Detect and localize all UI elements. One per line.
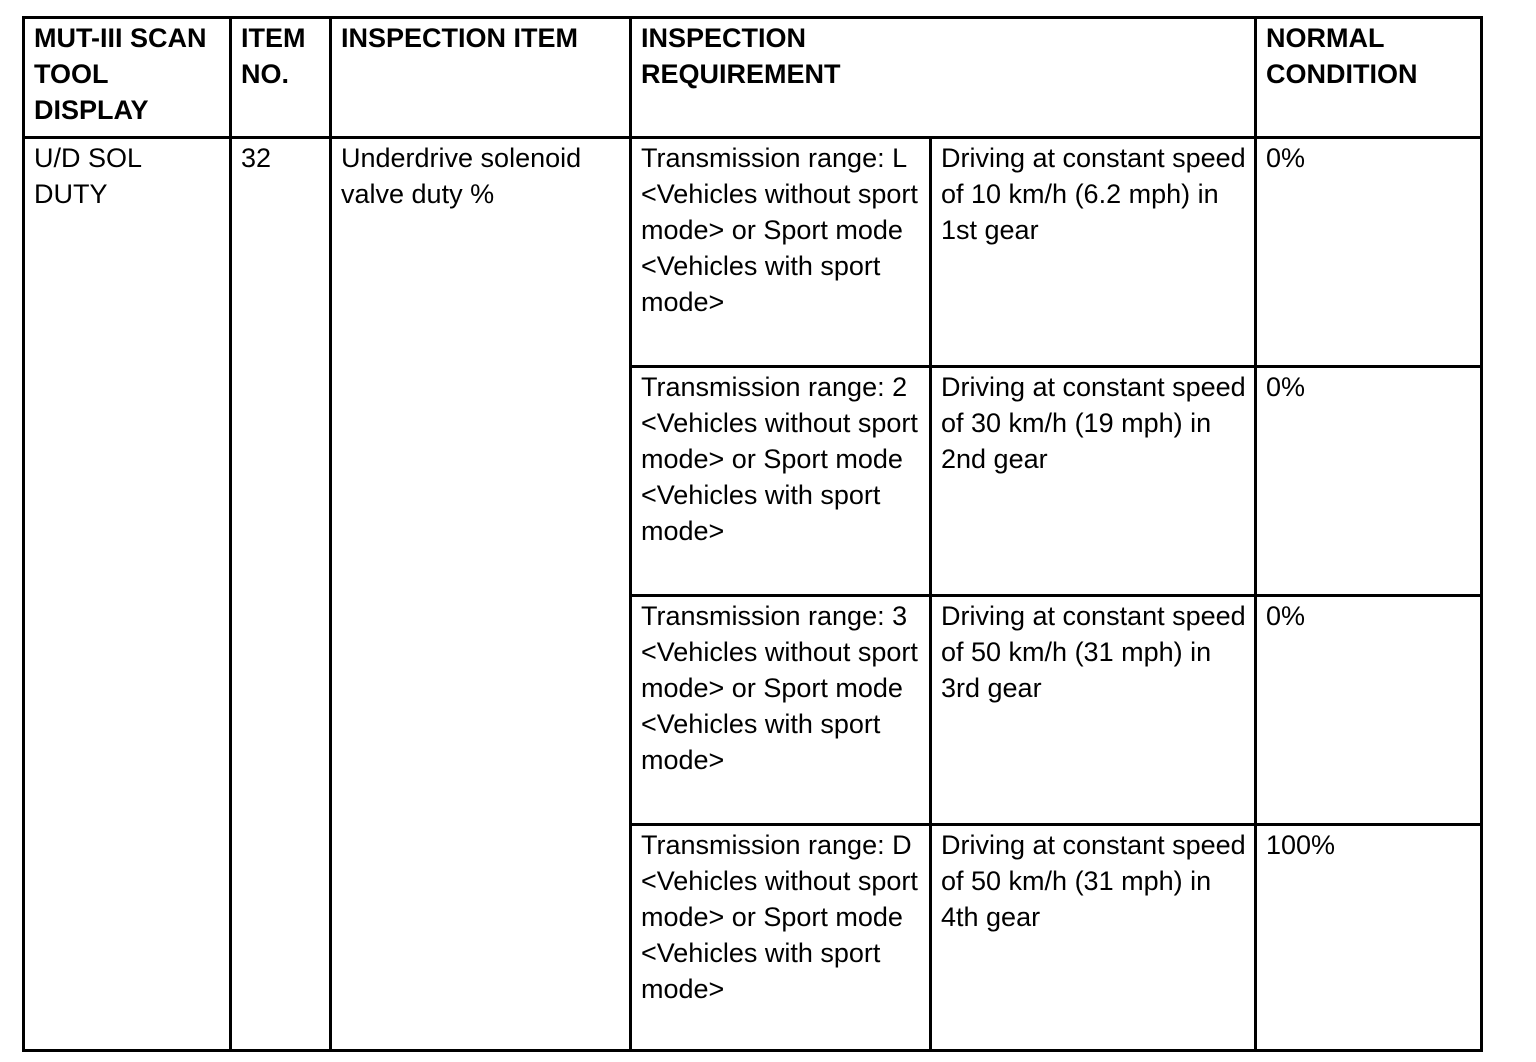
- cell-normal-condition: 0%: [1256, 138, 1482, 367]
- header-item-no: ITEM NO.: [231, 18, 331, 138]
- cell-driving-condition: Driving at constant speed of 10 km/h (6.2 mph) in 1st gear: [931, 138, 1256, 367]
- cell-transmission-range: Transmission range: D <Vehicles without sport mode> or Sport mode <Vehicles with sport mode>: [631, 825, 931, 1051]
- cell-driving-condition: Driving at constant speed of 50 km/h (31 mph) in 3rd gear: [931, 596, 1256, 825]
- cell-transmission-range: Transmission range: L <Vehicles without sport mode> or Sport mode <Vehicles with sport mode>: [631, 138, 931, 367]
- cell-transmission-range: Transmission range: 3 <Vehicles without sport mode> or Sport mode <Vehicles with sport mode>: [631, 596, 931, 825]
- cell-normal-condition: 0%: [1256, 596, 1482, 825]
- header-inspection-requirement: INSPECTION REQUIREMENT: [631, 18, 1256, 138]
- cell-driving-condition: Driving at constant speed of 50 km/h (31 mph) in 4th gear: [931, 825, 1256, 1051]
- header-normal-condition: NORMAL CONDITION: [1256, 18, 1482, 138]
- header-scan-tool-display: MUT-III SCAN TOOL DISPLAY: [24, 18, 231, 138]
- cell-driving-condition: Driving at constant speed of 30 km/h (19 mph) in 2nd gear: [931, 367, 1256, 596]
- cell-item-no: 32: [231, 138, 331, 1051]
- cell-inspection-item: Underdrive solenoid valve duty %: [331, 138, 631, 1051]
- table-row: [24, 138, 1482, 367]
- cell-transmission-range: Transmission range: 2 <Vehicles without sport mode> or Sport mode <Vehicles with sport mode>: [631, 367, 931, 596]
- cell-scan-tool-display: U/D SOL DUTY: [24, 138, 231, 1051]
- header-inspection-item: INSPECTION ITEM: [331, 18, 631, 138]
- cell-normal-condition: 100%: [1256, 825, 1482, 1051]
- cell-normal-condition: 0%: [1256, 367, 1482, 596]
- inspection-table: [22, 16, 1483, 1052]
- header-row: [24, 18, 1482, 138]
